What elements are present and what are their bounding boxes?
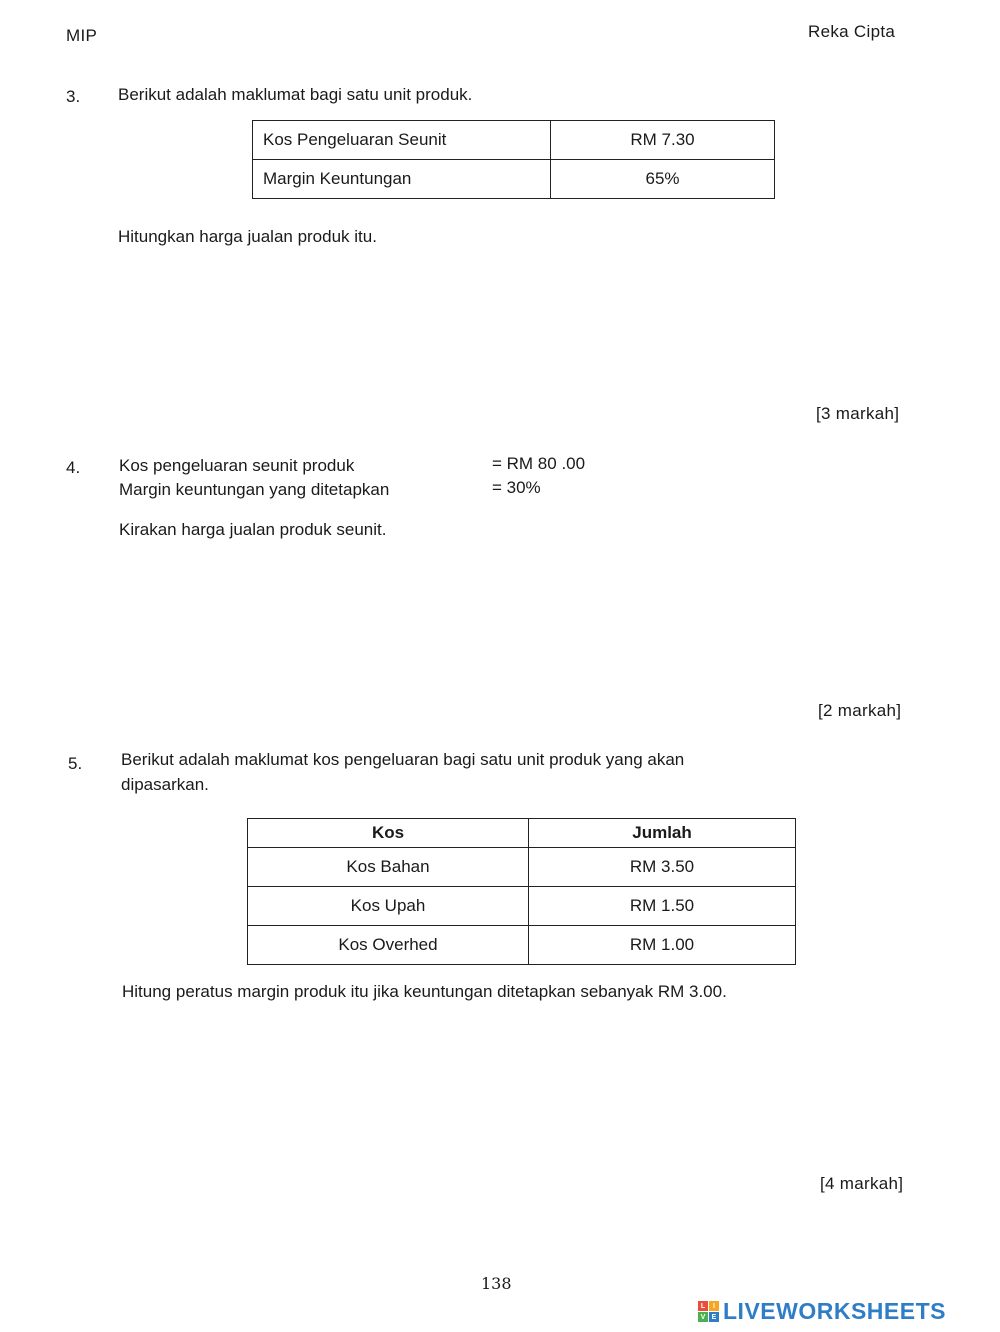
header-left: MIP	[66, 26, 98, 45]
q3-table-value: 65%	[551, 160, 775, 199]
q4-line1-value: = RM 80 .00	[492, 454, 586, 473]
table-row	[248, 887, 796, 926]
table-row	[248, 848, 796, 887]
q3-table	[252, 120, 775, 199]
q3-question: Hitungkan harga jualan produk itu.	[118, 227, 377, 246]
q5-table-cell: Kos Upah	[248, 887, 529, 926]
logo-blocks-icon	[698, 1301, 719, 1322]
logo-block: V	[698, 1312, 708, 1322]
q3-intro: Berikut adalah maklumat bagi satu unit produk.	[118, 85, 473, 104]
q4-line2-value: = 30%	[492, 478, 541, 497]
q4-marks: [2 markah]	[818, 701, 902, 720]
q3-number: 3.	[66, 87, 81, 106]
header-right: Reka Cipta	[808, 22, 896, 41]
logo-block: I	[709, 1301, 719, 1311]
logo-block: E	[709, 1312, 719, 1322]
q3-table-label: Margin Keuntungan	[253, 160, 551, 199]
q5-table	[247, 818, 796, 965]
q4-line2-label: Margin keuntungan yang ditetapkan	[119, 480, 390, 499]
liveworksheets-logo	[698, 1298, 946, 1325]
q4-number: 4.	[66, 458, 81, 477]
q4-line1-label: Kos pengeluaran seunit produk	[119, 456, 355, 475]
q5-table-cell: RM 3.50	[529, 848, 796, 887]
q3-table-value: RM 7.30	[551, 121, 775, 160]
q5-table-header: Jumlah	[529, 819, 796, 848]
q5-number: 5.	[68, 754, 83, 773]
q5-table-cell: Kos Bahan	[248, 848, 529, 887]
q5-marks: [4 markah]	[820, 1174, 904, 1193]
q5-table-header: Kos	[248, 819, 529, 848]
q5-intro-line1: Berikut adalah maklumat kos pengeluaran bagi satu unit produk yang akan	[121, 750, 685, 769]
q4-question: Kirakan harga jualan produk seunit.	[119, 520, 387, 539]
q5-question: Hitung peratus margin produk itu jika keuntungan ditetapkan sebanyak RM 3.00.	[122, 982, 727, 1001]
q3-marks: [3 markah]	[816, 404, 900, 423]
q5-table-cell: RM 1.50	[529, 887, 796, 926]
page-number: 138	[481, 1274, 512, 1293]
logo-text: LIVEWORKSHEETS	[723, 1298, 946, 1324]
table-row	[253, 160, 775, 199]
q5-table-cell: RM 1.00	[529, 926, 796, 965]
table-row	[253, 121, 775, 160]
table-row	[248, 926, 796, 965]
logo-block: L	[698, 1301, 708, 1311]
table-header-row	[248, 819, 796, 848]
q5-table-cell: Kos Overhed	[248, 926, 529, 965]
q5-intro-line2: dipasarkan.	[121, 775, 209, 794]
q3-table-label: Kos Pengeluaran Seunit	[253, 121, 551, 160]
